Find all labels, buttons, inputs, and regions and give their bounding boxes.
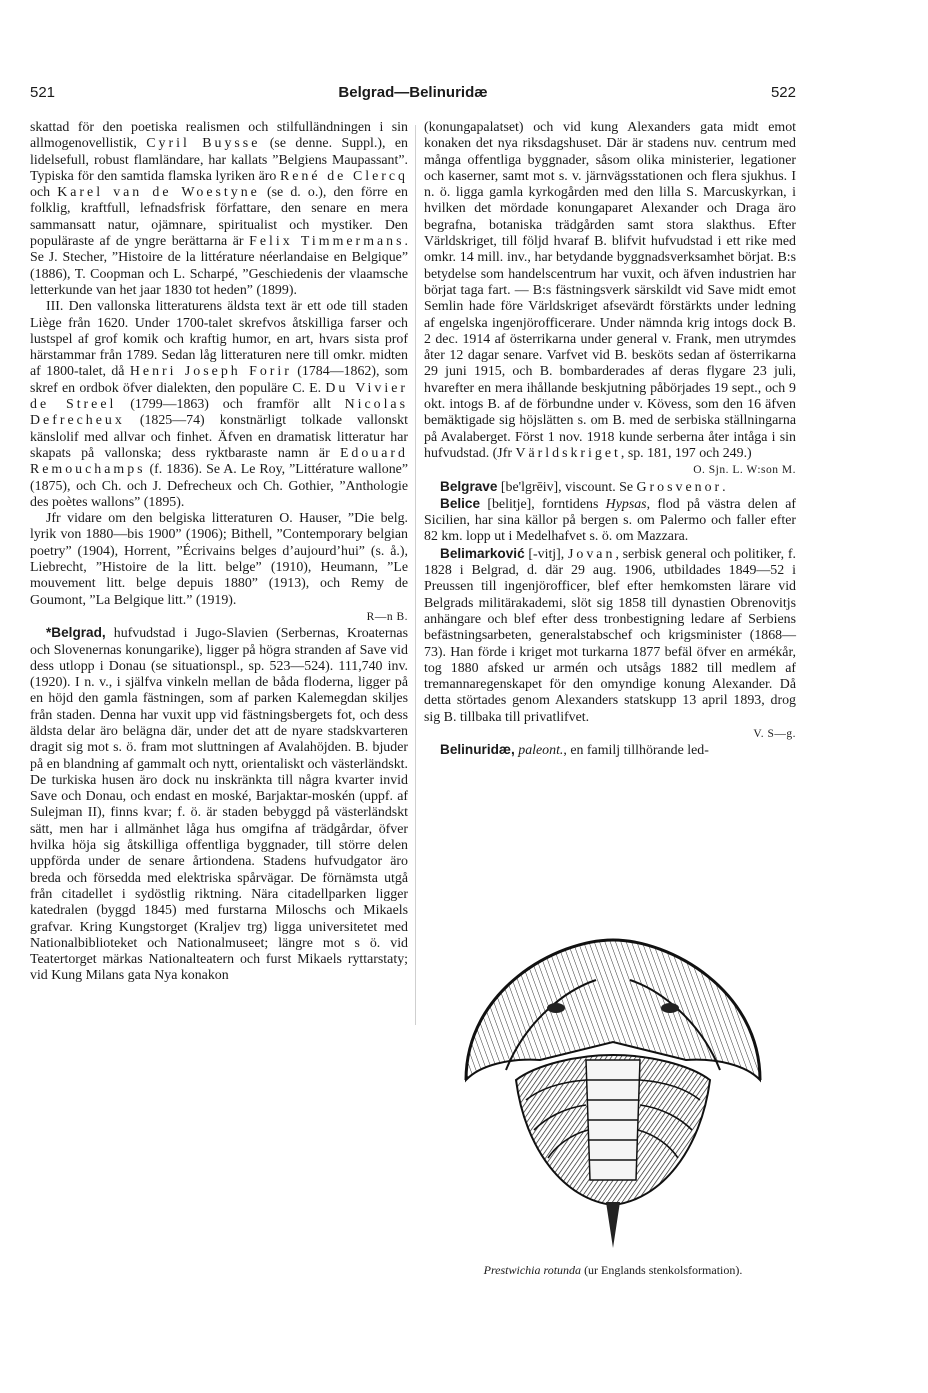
entry-belgrad-continued: (konungapalatset) och vid kung Alexanders gata midt emot konaken det nya riksdagshuset. Där är stadens nuv. centrum med många offentliga byggnader, såsom olika ministerier, legationer och kaserner, samt mot s. v. järnvägsstationen och flera sjukhus. I n. ö. ligga gamla kyrkogården med den lilla S. Marcuskyrkan, i hvilken det mördade konungaparet Alexander och Draga äro begrafna, botaniska trädgården samt stora slakthus. Efter Världskriget, till följd hvaraf B. blifvit hufvudstad i ett rike med omkr. 14 mill. inv., har betydande byggnadsverksamhet börjat. B:s betydelse som handelscentrum har vuxit, och äfven industrien har börjat taga fart. — B:s fästningsverk särskildt vid Save midt emot Semlin hade före Världskriget afsevärdt förstärkts under ledning af engelska ingenjörofficerare. Under nämnda krig intogs dock B. 2 dec. 1914 af österrikarna under general v. Frank, men utrymdes åter 12 dagar senare. Varfvet vid B. besköts sedan af österrikarna 29 juni 1915, och B. bombarderades af deras flygare 23 juli, hvarefter en mera ihållande beskjutning påbörjades 19 sept., och 9 okt. intogs B. af de förbundne under v. Kövess, som den 16 äfven bemäktigade sig höjslätten s. om B. med de serbiska ställningarna på Avalaberget. Först 1 nov. 1918 kunde serberna åter intåga i sin hufvudstad. (Jfr Världskriget, sp. 181, 197 och 249.) [424,120,796,461]
author-signature: V. S—g. [753,727,796,740]
paragraph-flemish-literature: skattad för den poetiska realismen och stilfulländningen i sin allmogenovellistik, Cyril Buysse (se denne. Suppl.), en lidelsefull, robust flamländare, har kallats ”Belgiens Maupassant”. Typiska för den samtida flamska lyriken äro René de Clercq och Karel van de Woestyne (se d. o.), den förre en folklig, kraftfull, lefnadsfrisk författare, den senare en mera sammansatt natur, ojämnare, spiritualist och mystiker. Den populäraste af de yngre berättarna är Felix Timmermans. Se J. Stecher, ”Histoire de la littérature néerlandaise en Belgique” (1886), T. Coopman och L. Scharpé, ”Geschiedenis der vlaamsche letterkunde van het jaar 1830 tot heden” (1899). [30,120,408,298]
paragraph-walloon-literature: III. Den vallonska litteraturens äldsta text är ett ode till staden Liège från 1620. Under 1700-talet skrefvos åtskilliga farser och lustspel af grof komik och kraftig humor, en art, hvars sista prof härstammar från 1789. Sedan låg litteraturen nere till omkr. midten af 1800-talet, då Henri Joseph Forir (1784—1862), som skref en ordbok öfver dialekten, den populäre C. E. Du Vivier de Streel (1799—1863) och framför allt Nicolas Defrecheux (1825—74) konstnärligt tolkade vallonskt känslolif med allvar och finhet. Äfven en dramatisk litteratur har skapats på vallonska; dess ryktbaraste namn är Edouard Remouchamps (f. 1836). Se A. Le Roy, ”Littérature wallone” (1875), och Ch. och J. Defrecheux och Ch. Gothier, ”Anthologie des poètes wallons” (1895). [30,299,409,510]
entry-belgrave: Belgrave [be'lgrēiv], viscount. Se Grosvenor. [440,478,726,495]
paragraph-references: Jfr vidare om den belgiska litteraturen O. Hauser, ”Die belg. lyrik von 1880—bis 1900” (1906); Bithell, ”Contemporary belgian poetry” (1904), Horrent, ”Écrivains belges d’aujourd’hui” (s. å.), Liebrecht, ”Histoire de la litt. belge” (1910), Heumann, ”Le mouvement litt. belge depuis 1880” (1913), och Remy de Goumont, ”La Belgique litt.” (1919). [30,511,408,608]
fossil-illustration [446,930,780,1252]
entry-belice: Belice [belitje], forntidens Hypsas, flod på västra delen af Sicilien, har sina källor på bergen s. om Palermo och faller efter 82 km. lopp ut i Medelhafvet s. ö. om Mazzara. [424,495,796,545]
right-column [424,120,796,760]
entry-belimarkovic: Belimarković [-vitj], Jovan, serbisk general och politiker, f. 1828 i Belgrad, d. där 29 aug. 1906, utbildades 1849—52 i Preussen till ingenjörofficer, blef efter hemkomsten lärare vid Belgrads militärakademi, slöt sig 1858 till dynastien Obrenovitjs anhängare och blef efter dess tronbestigning ledare af Serbiens befästningsarbeten, generalstabschef och krigsminister (1868—73). Han förde i kriget mot turkarna 1877 befäl öfver en armékår, tog 1880 afsked ur armén och utsågs 1882 till medlem af tremannaregenskapet för den omyndige konung Alexander. Då detta störtades genom Alexanders statskupp 13 april 1893, drog sig B. tillbaka till privatlifvet. [424,545,796,725]
author-signature: R—n B. [366,610,408,623]
page-number-left: 521 [30,84,56,101]
page-number-right: 522 [770,84,796,101]
entry-belinuridae: Belinuridæ, paleont., en familj tillhörande led- [440,742,709,759]
running-title: Belgrad—Belinuridæ [338,84,488,101]
left-column [30,120,408,985]
headword-belgrave: Belgrave [440,478,498,494]
headword-belinuridae: Belinuridæ, [440,742,515,758]
headword-belice: Belice [440,495,481,511]
headword-belimarkovic: Belimarković [440,545,525,561]
figure-caption: Prestwichia rotunda (ur Englands stenkolsformation). [483,1263,743,1277]
headword-belgrad: *Belgrad, [46,625,106,641]
column-divider [415,125,416,1025]
entry-belgrad: *Belgrad, hufvudstad i Jugo-Slavien (Serbernas, Kroaternas och Slovenernas konungarike), ligger på högra stranden af Save vid dess utlopp i Donau (se situationspl., sp. 523—524). 111,740 inv. (1920). I n. v., i själfva vinkeln mellan de båda floderna, ligger på en höjd den gamla fästningen, som af parken Kalemegdan skiljes från staden. Denna har vuxit upp vid fästningsbergets fot, och dess äldsta delar äro belägna där, under det att de nyare stadskvarteren dragit sig mot s. ö. fram mot sluttningen af Avalahöjden. B. bjuder på en blandning af gammalt och nytt, orientaliskt och västerländskt. De turkiska husen äro dock nu inskränkta till några kvarter invid Save och Donau, och endast en moské, Barjaktar-moskén (uppf. af Sulejman II), finns kvar; f. ö. är staden bebyggd på västerländskt sätt, men har i allmänhet låga hus omgifna af trädgårdar, öfver hvilka höja sig åtskilliga offentliga byggnader, till större delen uppförda under de senare årtiondena. Stadens hufvudgator äro breda och försedda med elektriska spårvägar. De förnämsta utgå från citadellet i sydöstlig riktning. Nära citadellparken ligger katedralen (byggd 1845) med furstarna Miloschs och Mikaels grafvar. Kring Kungstorget (Kraljev trg) ligga universitetet med Nationalbiblioteket och Nationalmuseet; längre mot s ö. vid Teatertorget märkas Nationalteatern och furst Mikaels ryttarstaty; vid Kung Milans gata Nya konakon [30,625,408,984]
page-header [30,84,796,108]
author-signature: O. Sjn. L. W:son M. [693,464,796,477]
